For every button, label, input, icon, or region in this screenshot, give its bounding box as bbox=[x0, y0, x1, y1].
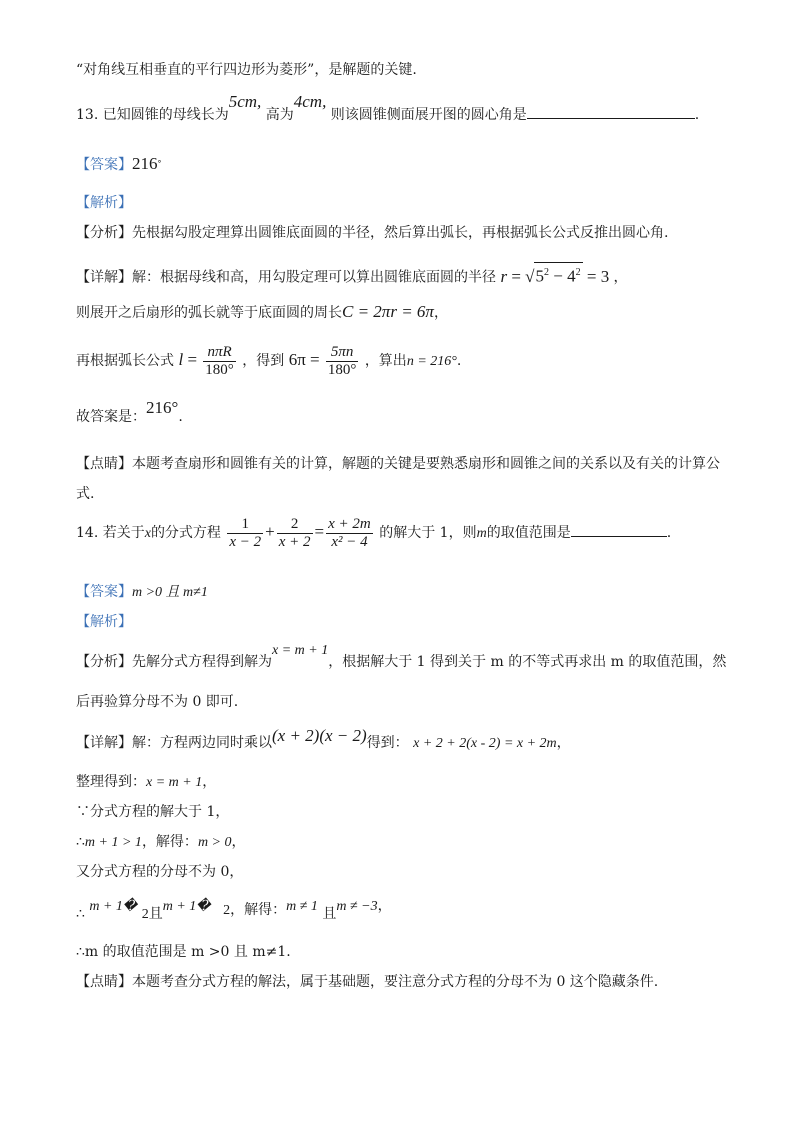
answer-line bbox=[76, 154, 162, 175]
analysis-tag-line bbox=[76, 193, 132, 213]
xiangjie-line-14-5: 又分式方程的分母不为 0， bbox=[76, 864, 244, 880]
fenxi-text: 先根据勾股定理算出圆锥底面圆的半径，然后算出弧长，再根据弧长公式反推出圆心角. bbox=[132, 225, 669, 241]
xiangjie-tag: 【详解】 bbox=[76, 269, 132, 286]
question-number: 14. bbox=[76, 525, 99, 541]
cone-height: 4cm, bbox=[293, 92, 327, 111]
xiangjie-line-14-2: 整理得到：x = m + 1， bbox=[76, 774, 217, 790]
fenxi-line-14: 【分析】先解分式方程得到解为x = m + 1，根据解大于 1 得到关于 m 的不等式再求出 m 的取值范围，然 bbox=[76, 643, 727, 670]
xiangjie-line-14-6: ∴ m + 1� 2且m + 1� 2，解得：m ≠ 1 且m ≠ −3， bbox=[76, 898, 392, 922]
dianjing-line-14: 【点睛】本题考查分式方程的解法，属于基础题，要注意分式方程的分母不为 0 这个隐藏条件. bbox=[76, 974, 659, 990]
arc-length-fraction: $\frac{\text{nπR}}{180^\circ}$ bbox=[205, 343, 234, 378]
degree-mark: ° bbox=[157, 159, 162, 168]
equation-fraction: $\frac{5\pi n}{180^\circ}$ bbox=[327, 343, 357, 378]
final-answer-line: 故答案是：216°. bbox=[76, 398, 183, 425]
analysis-tag: 【解析】 bbox=[76, 195, 132, 211]
fraction-3: $\frac{x + 2m}{\text{x² − 4}}$ bbox=[328, 515, 371, 550]
answer-line-14 bbox=[76, 582, 208, 603]
xiangjie-line-3: 再根据弧长公式 l = $\frac{\text{nπR}}{180^\circ}$ ，得到 6π = $\frac{5\pi n}{180^\circ}$ ，算出n = 216°. bbox=[76, 343, 462, 378]
answer-tag: 【答案】 bbox=[76, 157, 132, 173]
fenxi-line bbox=[76, 223, 668, 243]
question-14: 14. 若关于x的分式方程 $\frac{1}{x - 2}$ + $\frac{2}{x + 2}$ = $\frac{x + 2m}{\text{x² − 4}}$ 的解大于 1，则m的取值范围是 . bbox=[76, 515, 672, 550]
final-value: 216° bbox=[146, 398, 179, 417]
xiangjie-line-1: 【详解】解：根据母线和高，用勾股定理可以算出圆锥底面圆的半径 $r = √5^2 - 4^2 = 3$ ， bbox=[76, 262, 627, 288]
dianjing-line-2: 式. bbox=[76, 486, 95, 502]
xiangjie-line-14-7: ∴m 的取值范围是 m >0 且 m≠1. bbox=[76, 944, 291, 960]
xiangjie-line-14-4: ∴m + 1 > 1，解得：m > 0， bbox=[76, 834, 246, 850]
dianjing-tag: 【点睛】 bbox=[76, 456, 132, 472]
fraction-1: $\frac{1}{x - 2}$ bbox=[229, 515, 262, 550]
fraction-2: $\frac{2}{x + 2}$ bbox=[278, 515, 311, 550]
answer-tag: 【答案】 bbox=[76, 584, 132, 600]
answer-blank bbox=[527, 118, 695, 119]
circumference-formula: C = 2πr = 6π bbox=[342, 302, 434, 321]
question-text: 高为 bbox=[265, 107, 294, 123]
dianjing-line-1: 【点睛】本题考查扇形和圆锥有关的计算，解题的关键是要熟悉扇形和圆锥之间的关系以及有关的计算公 bbox=[76, 456, 720, 472]
analysis-tag: 【解析】 bbox=[76, 614, 132, 630]
dianjing-tag: 【点睛】 bbox=[76, 974, 132, 990]
top-line: “对角线互相垂直的平行四边形为菱形”，是解题的关键. bbox=[76, 62, 417, 78]
answer-value: 216 bbox=[132, 154, 158, 173]
slant-length: 5cm, bbox=[228, 92, 262, 111]
xiangjie-line-2: 则展开之后扇形的弧长就等于底面圆的周长C = 2πr = 6π， bbox=[76, 302, 448, 321]
solution-formula: x = m + 1 bbox=[272, 643, 329, 658]
xiangjie-line-14-3: ∵分式方程的解大于 1， bbox=[76, 804, 230, 820]
answer-value: m >0 且 m≠1 bbox=[132, 585, 208, 600]
question-13: 13. 已知圆锥的母线长为5cm, 高为4cm, 则该圆锥侧面展开图的圆心角是 . bbox=[76, 92, 700, 123]
xiangjie-line-14-1: 【详解】解：方程两边同时乘以(x + 2)(x − 2)得到： x + 2 + 2(x - 2) = x + 2m， bbox=[76, 726, 571, 751]
question-text: 已知圆锥的母线长为 bbox=[102, 107, 229, 123]
question-number: 13. bbox=[76, 107, 99, 123]
answer-blank bbox=[571, 536, 667, 537]
analysis-tag-line-14 bbox=[76, 612, 132, 632]
fenxi-line-14b: 后再验算分母不为 0 即可. bbox=[76, 694, 239, 710]
xiangjie-tag: 【详解】 bbox=[76, 735, 132, 751]
question-text: 则该圆锥侧面展开图的圆心角是 bbox=[330, 107, 527, 123]
fenxi-tag: 【分析】 bbox=[76, 654, 132, 670]
result-formula: n = 216° bbox=[406, 354, 457, 369]
radius-formula: $r = √5^2 - 4^2 = 3$ bbox=[500, 267, 613, 286]
fenxi-tag: 【分析】 bbox=[76, 225, 132, 241]
multiplied-equation: x + 2 + 2(x - 2) = x + 2m bbox=[413, 736, 557, 751]
